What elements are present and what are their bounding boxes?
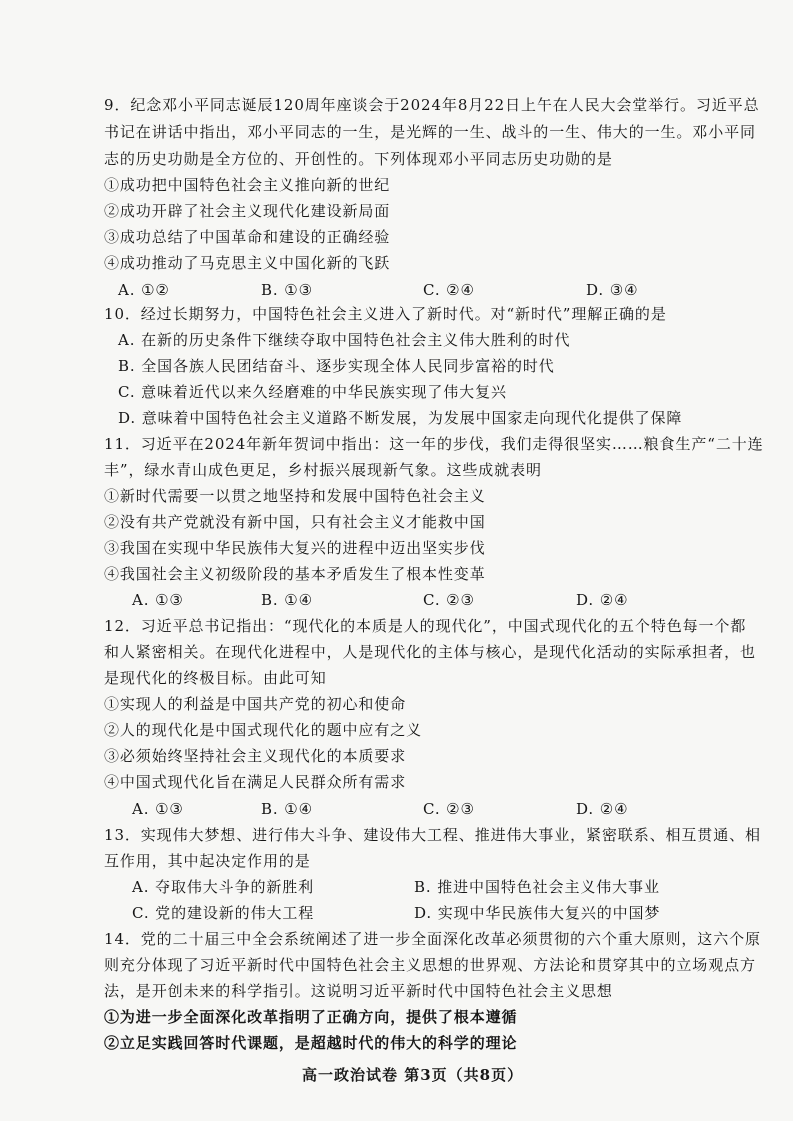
- q10-option-d: D. 意味着中国特色社会主义道路不断发展，为发展中国家走向现代化提供了保障: [118, 409, 683, 427]
- q14-stem-line2: 则充分体现了习近平新时代中国特色社会主义思想的世界观、方法论和贯穿其中的立场观点方: [104, 956, 756, 974]
- q12-stem-line3: 是现代化的终极目标。由此可知: [104, 669, 327, 687]
- q14-item-2: ②立足实践回答时代课题，是超越时代的伟大的科学的理论: [104, 1034, 518, 1052]
- q11-option-c: C. ②③: [423, 591, 475, 609]
- q12-option-b: B. ①④: [261, 800, 313, 818]
- q13-stem-line1: 13．实现伟大梦想、进行伟大斗争、建设伟大工程、推进伟大事业，紧密联系、相互贯通、相: [104, 826, 761, 844]
- q14-stem-line3: 法，是开创未来的科学指引。这说明习近平新时代中国特色社会主义思想: [104, 982, 613, 1000]
- q9-item-3: ③成功总结了中国革命和建设的正确经验: [104, 228, 391, 246]
- q11-item-2: ②没有共产党就没有新中国，只有社会主义才能救中国: [104, 513, 486, 531]
- q13-stem-line2: 互作用，其中起决定作用的是: [104, 852, 311, 870]
- q13-option-c: C. 党的建设新的伟大工程: [132, 904, 315, 922]
- q9-stem-line1: 9．纪念邓小平同志诞辰120周年座谈会于2024年8月22日上午在人民大会堂举行。习近平总: [104, 96, 760, 114]
- q12-item-3: ③必须始终坚持社会主义现代化的本质要求: [104, 747, 407, 765]
- q13-option-d: D. 实现中华民族伟大复兴的中国梦: [414, 904, 661, 922]
- q14-item-1: ①为进一步全面深化改革指明了正确方向，提供了根本遵循: [104, 1008, 518, 1026]
- q12-stem-line2: 和人紧密相关。在现代化进程中，人是现代化的主体与核心，是现代化活动的实际承担者，也: [104, 643, 756, 661]
- q12-item-4: ④中国式现代化旨在满足人民群众所有需求: [104, 773, 407, 791]
- q9-option-d: D. ③④: [586, 281, 639, 299]
- q9-option-b: B. ①③: [261, 281, 313, 299]
- q12-stem-line1: 12．习近平总书记指出：“现代化的本质是人的现代化”，中国式现代化的五个特色每一个都: [104, 617, 747, 635]
- q11-option-a: A. ①③: [132, 591, 184, 609]
- q12-item-1: ①实现人的利益是中国共产党的初心和使命: [104, 695, 407, 713]
- q12-item-2: ②人的现代化是中国式现代化的题中应有之义: [104, 721, 423, 739]
- q13-option-a: A. 夺取伟大斗争的新胜利: [132, 878, 315, 896]
- q9-item-4: ④成功推动了马克思主义中国化新的飞跃: [104, 254, 391, 272]
- q9-item-2: ②成功开辟了社会主义现代化建设新局面: [104, 202, 391, 220]
- q10-option-c: C. 意味着近代以来久经磨难的中华民族实现了伟大复兴: [118, 383, 507, 401]
- page-footer: 高一政治试卷 第3页（共8页）: [302, 1066, 524, 1084]
- q14-stem-line1: 14．党的二十届三中全会系统阐述了进一步全面深化改革必须贯彻的六个重大原则，这六个原: [104, 930, 761, 948]
- q11-option-b: B. ①④: [261, 591, 313, 609]
- q11-stem-line2: 丰”，绿水青山成色更足，乡村振兴展现新气象。这些成就表明: [104, 461, 542, 479]
- q9-stem-line2: 书记在讲话中指出，邓小平同志的一生，是光辉的一生、战斗的一生、伟大的一生。邓小平同: [104, 123, 756, 141]
- q10-option-b: B. 全国各族人民团结奋斗、逐步实现全体人民同步富裕的时代: [118, 357, 555, 375]
- q13-option-b: B. 推进中国特色社会主义伟大事业: [414, 878, 660, 896]
- q11-option-d: D. ②④: [576, 591, 629, 609]
- q10-stem-line1: 10．经过长期努力，中国特色社会主义进入了新时代。对“新时代”理解正确的是: [104, 305, 667, 323]
- q11-item-4: ④我国社会主义初级阶段的基本矛盾发生了根本性变革: [104, 565, 486, 583]
- q12-option-a: A. ①③: [132, 800, 184, 818]
- q10-option-a: A. 在新的历史条件下继续夺取中国特色社会主义伟大胜利的时代: [118, 331, 571, 349]
- q9-option-c: C. ②④: [423, 281, 475, 299]
- q12-option-c: C. ②③: [423, 800, 475, 818]
- q9-stem-line3: 志的历史功勋是全方位的、开创性的。下列体现邓小平同志历史功勋的是: [104, 150, 613, 168]
- q11-item-1: ①新时代需要一以贯之地坚持和发展中国特色社会主义: [104, 487, 486, 505]
- q9-option-a: A. ①②: [118, 281, 170, 299]
- q9-item-1: ①成功把中国特色社会主义推向新的世纪: [104, 176, 391, 194]
- q11-item-3: ③我国在实现中华民族伟大复兴的进程中迈出坚实步伐: [104, 539, 486, 557]
- q11-stem-line1: 11．习近平在2024年新年贺词中指出：这一年的步伐，我们走得很坚实……粮食生产“二十连: [104, 435, 764, 453]
- q12-option-d: D. ②④: [576, 800, 629, 818]
